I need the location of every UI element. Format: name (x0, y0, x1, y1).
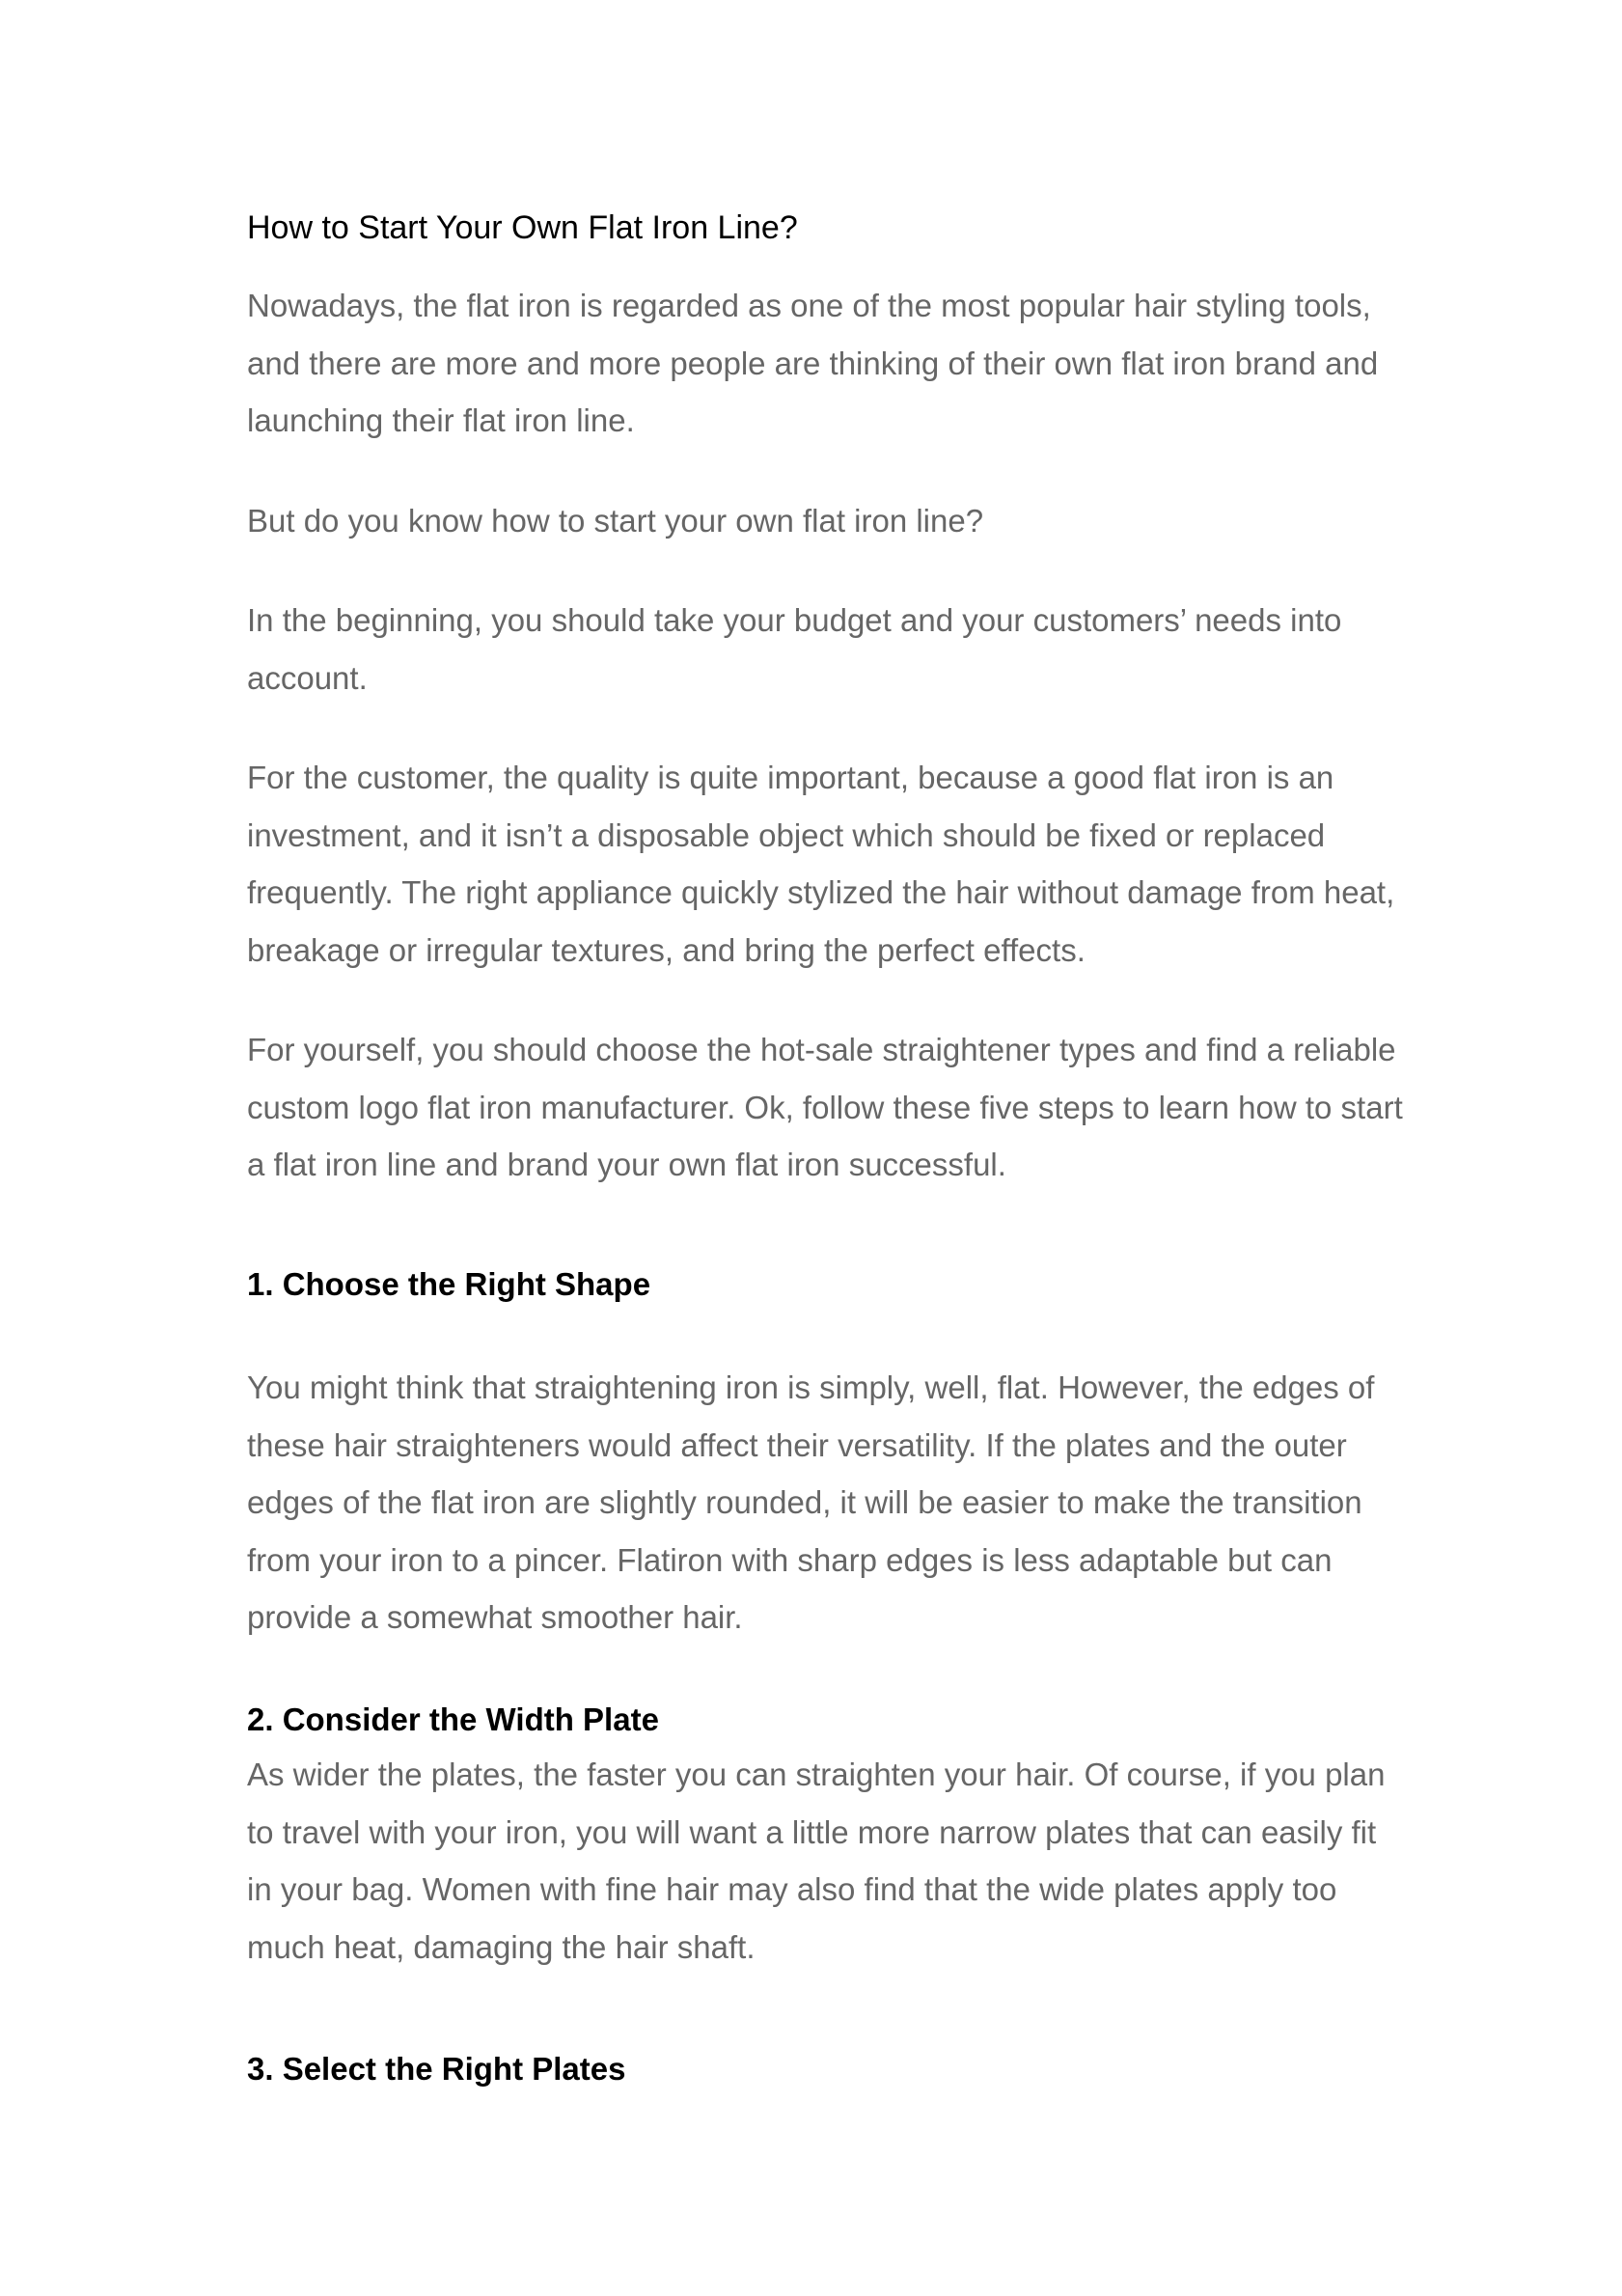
section-heading-shape: 1. Choose the Right Shape (247, 1266, 651, 1302)
document-title: How to Start Your Own Flat Iron Line? (247, 209, 798, 246)
section-body-width: As wider the plates, the faster you can straighten your hair. Of course, if you plan to travel with your iron, you will want a little more narrow plates that can easily fit in your bag. Women with fine hair may also find that the wide plates apply too much heat, damaging the hair shaft. (247, 1757, 1386, 1965)
intro-paragraph-5: For yourself, you should choose the hot-sale straightener types and find a reliable custom logo flat iron manufacturer. Ok, follow these five steps to learn how to start a flat iron line and brand your own flat iron successful. (247, 1032, 1403, 1182)
intro-paragraph-4: For the customer, the quality is quite important, because a good flat iron is an investment, and it isn’t a disposable object which should be fixed or replaced frequently. The right appliance quickly stylized the hair without damage from heat, breakage or irregular textures, and bring the perfect effects. (247, 760, 1395, 968)
section-heading-plates: 3. Select the Right Plates (247, 2051, 626, 2087)
intro-paragraph-1: Nowadays, the flat iron is regarded as one of the most popular hair styling tools, and there are more and more people are thinking of their own flat iron brand and launching their flat iron line. (247, 288, 1379, 438)
section-heading-width: 2. Consider the Width Plate (247, 1701, 659, 1737)
intro-paragraph-2: But do you know how to start your own flat iron line? (247, 503, 984, 539)
intro-paragraph-3: In the beginning, you should take your budget and your customers’ needs into account. (247, 602, 1342, 696)
section-body-shape: You might think that straightening iron is simply, well, flat. However, the edges of these hair straighteners would affect their versatility. If the plates and the outer edges of the flat iron are slightly rounded, it will be easier to make the transition from your iron to a pincer. Flatiron with sharp edges is less adaptable but can provide a somewhat smoother hair. (247, 1369, 1375, 1635)
